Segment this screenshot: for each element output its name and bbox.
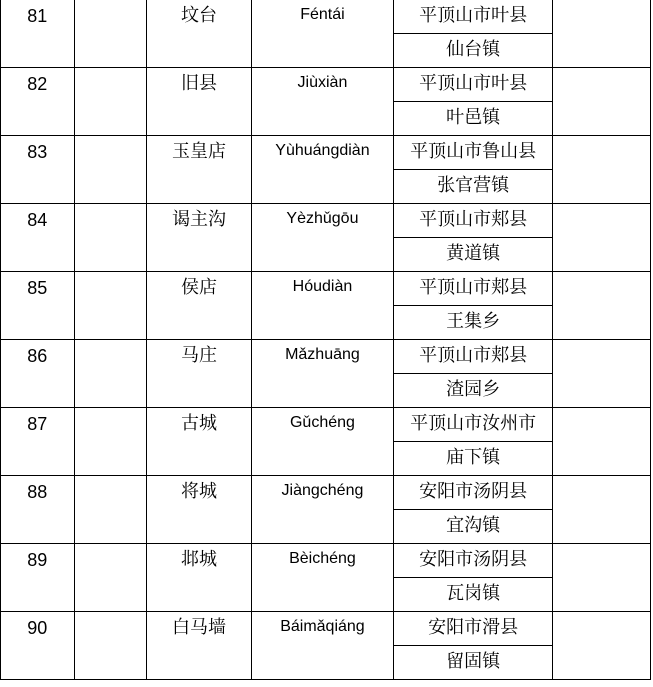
- location-line-2: 仙台镇: [393, 34, 552, 68]
- empty-cell: [553, 272, 651, 340]
- location-line-2: 叶邑镇: [393, 102, 552, 136]
- table-body: [1, 0, 651, 680]
- row-number: 90: [1, 612, 75, 680]
- place-name: 坟台: [147, 0, 252, 68]
- empty-cell: [74, 68, 147, 136]
- pinyin: Féntái: [251, 0, 393, 68]
- location-line-1: 平顶山市郏县: [393, 340, 552, 374]
- place-name: 侯店: [147, 272, 252, 340]
- location-line-2: 庙下镇: [393, 442, 552, 476]
- empty-cell: [553, 476, 651, 544]
- empty-cell: [74, 136, 147, 204]
- table-row: [1, 204, 651, 238]
- location-line-2: 黄道镇: [393, 238, 552, 272]
- row-number: 83: [1, 136, 75, 204]
- location-line-2: 宜沟镇: [393, 510, 552, 544]
- empty-cell: [74, 476, 147, 544]
- location-line-1: 平顶山市鲁山县: [393, 136, 552, 170]
- empty-cell: [74, 272, 147, 340]
- empty-cell: [553, 0, 651, 68]
- location-line-1: 平顶山市郏县: [393, 272, 552, 306]
- location-line-2: 瓦岗镇: [393, 578, 552, 612]
- pinyin: Mǎzhuāng: [251, 340, 393, 408]
- empty-cell: [74, 204, 147, 272]
- table-row: [1, 68, 651, 102]
- pinyin: Yèzhǔgōu: [251, 204, 393, 272]
- row-number: 81: [1, 0, 75, 68]
- table-row: [1, 136, 651, 170]
- row-number: 82: [1, 68, 75, 136]
- table-row: [1, 408, 651, 442]
- location-line-1: 平顶山市叶县: [393, 68, 552, 102]
- row-number: 87: [1, 408, 75, 476]
- table-row: [1, 340, 651, 374]
- empty-cell: [553, 204, 651, 272]
- empty-cell: [553, 136, 651, 204]
- location-line-1: 安阳市滑县: [393, 612, 552, 646]
- row-number: 88: [1, 476, 75, 544]
- place-name: 白马墙: [147, 612, 252, 680]
- table-row: [1, 0, 651, 34]
- empty-cell: [74, 408, 147, 476]
- pinyin: Báimǎqiáng: [251, 612, 393, 680]
- pinyin: Yùhuángdiàn: [251, 136, 393, 204]
- location-line-2: 渣园乡: [393, 374, 552, 408]
- location-line-1: 安阳市汤阴县: [393, 476, 552, 510]
- pinyin: Gǔchéng: [251, 408, 393, 476]
- place-name: 马庄: [147, 340, 252, 408]
- pinyin: Jiùxiàn: [251, 68, 393, 136]
- empty-cell: [553, 340, 651, 408]
- empty-cell: [74, 0, 147, 68]
- location-line-1: 平顶山市汝州市: [393, 408, 552, 442]
- table-row: [1, 272, 651, 306]
- empty-cell: [74, 612, 147, 680]
- place-name: 谒主沟: [147, 204, 252, 272]
- table-row: [1, 612, 651, 646]
- place-name: 古城: [147, 408, 252, 476]
- place-name: 将城: [147, 476, 252, 544]
- pinyin: Hóudiàn: [251, 272, 393, 340]
- empty-cell: [74, 544, 147, 612]
- location-line-1: 平顶山市叶县: [393, 0, 552, 34]
- pinyin: Jiàngchéng: [251, 476, 393, 544]
- place-name: 玉皇店: [147, 136, 252, 204]
- location-line-1: 安阳市汤阴县: [393, 544, 552, 578]
- pinyin: Bèichéng: [251, 544, 393, 612]
- empty-cell: [74, 340, 147, 408]
- empty-cell: [553, 408, 651, 476]
- empty-cell: [553, 612, 651, 680]
- empty-cell: [553, 68, 651, 136]
- row-number: 84: [1, 204, 75, 272]
- row-number: 86: [1, 340, 75, 408]
- row-number: 85: [1, 272, 75, 340]
- location-line-1: 平顶山市郏县: [393, 204, 552, 238]
- location-line-2: 王集乡: [393, 306, 552, 340]
- table-row: [1, 544, 651, 578]
- location-line-2: 留固镇: [393, 646, 552, 680]
- row-number: 89: [1, 544, 75, 612]
- place-name: 邶城: [147, 544, 252, 612]
- table-row: [1, 476, 651, 510]
- empty-cell: [553, 544, 651, 612]
- place-name: 旧县: [147, 68, 252, 136]
- location-line-2: 张官营镇: [393, 170, 552, 204]
